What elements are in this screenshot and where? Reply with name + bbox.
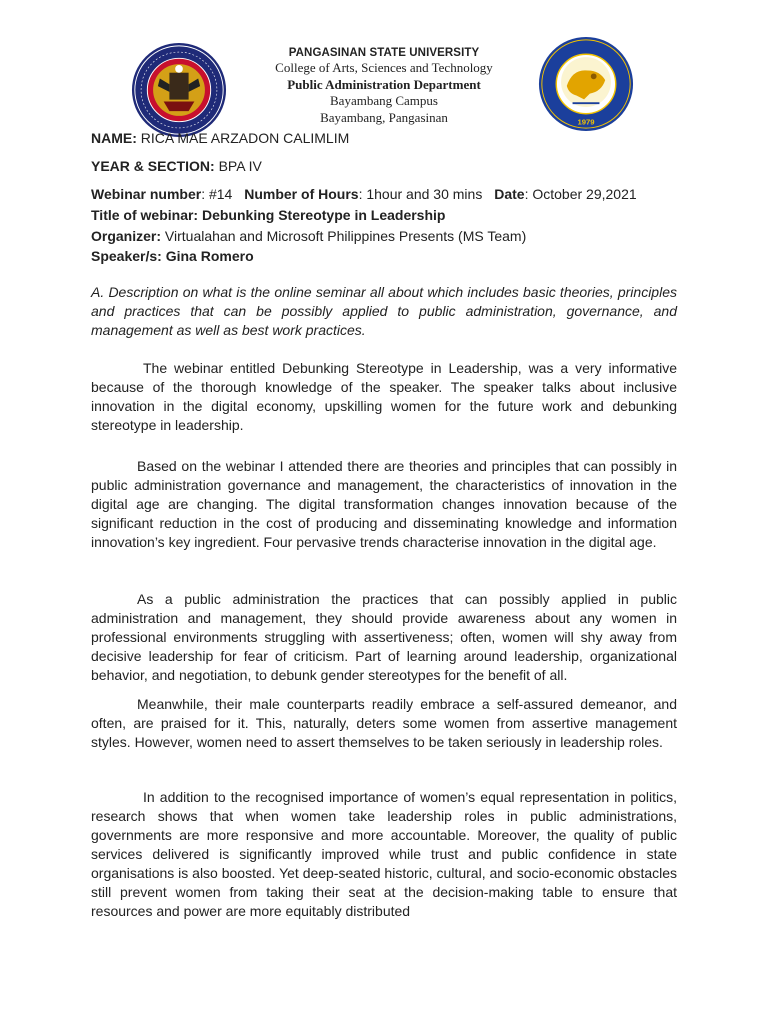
college-name: College of Arts, Sciences and Technology	[275, 60, 493, 75]
webinar-number-value: : #14	[201, 186, 233, 202]
seal-year: 1979	[577, 117, 595, 127]
webinar-title-line	[91, 206, 445, 224]
hours-label: Number of Hours	[244, 186, 359, 202]
department-name: Public Administration Department	[287, 76, 481, 92]
section-prompt: A. Description on what is the online seminar all about which includes basic theories, principles and practices that can be possibly applied to public administration, governance, and management as well as best work practices.	[91, 284, 677, 338]
paragraph-5: In addition to the recognised importance of women’s equal representation in politics, research shows that when women take leadership roles in public administrations, governments are more responsive and more accountable. Moreover, the quality of public services delivered is significantly improved while trust and public confidence in state organisations is also boosted. Yet deep-seated historic, cultural, and socio-economic obstacles still prevent women from taking their seat at the decision-making table to ensure that resources and power are more equitably distributed	[91, 789, 678, 919]
speaker-line	[91, 247, 254, 265]
name-label: NAME:	[91, 130, 137, 146]
year-section-line	[91, 157, 262, 175]
paragraph-1: The webinar entitled Debunking Stereotype in Leadership, was a very informative because of the thorough knowledge of the speaker. The speaker talks about inclusive innovation in the digital economy, upskilling women for the future work and debunking stereotype in leadership.	[91, 360, 677, 433]
paragraph-2: Based on the webinar I attended there are theories and principles that can possibly in public administration governance and management, the characteristics of innovation in the digital age are changing. The digital transformation changes innovation because of the significant reduction in the cost of producing and disseminating knowledge and information innovation’s key ingredient. Four pervasive trends characterise innovation in the digital age.	[91, 458, 677, 550]
paragraph-3: As a public administration the practices that can possibly applied in public administration and management, they should provide awareness about any women in professional environments struggling with assertiveness; often, women will shy away from decisive leadership for fear of criticism. Part of learning around leadership, organizational behavior, and negotiation, to debunk gender stereotypes for the benefit of all.	[91, 591, 677, 683]
campus-name: Bayambang Campus	[330, 93, 438, 108]
name-line	[91, 129, 349, 147]
webinar-title: Title of webinar: Debunking Stereotype in Leadership	[91, 207, 446, 223]
organizer-label: Organizer:	[91, 228, 162, 244]
date-value: : October 29,2021	[524, 186, 637, 202]
date-label: Date	[494, 186, 525, 202]
campus-location: Bayambang, Pangasinan	[320, 109, 448, 125]
webinar-number-label: Webinar number	[91, 186, 202, 202]
document-header	[180, 46, 588, 126]
webinar-details-line	[91, 185, 637, 203]
year-section-label: YEAR & SECTION:	[91, 158, 215, 174]
hours-value: : 1hour and 30 mins	[358, 186, 483, 202]
organizer-value: Virtualahan and Microsoft Philippines Presents (MS Team)	[164, 228, 527, 244]
university-name: PANGASINAN STATE UNIVERSITY	[288, 47, 480, 59]
year-section-value: BPA IV	[218, 158, 262, 174]
organizer-line	[91, 227, 526, 245]
speaker-label: Speaker/s:	[91, 248, 162, 264]
name-value: RICA MAE ARZADON CALIMLIM	[140, 130, 350, 146]
paragraph-4: Meanwhile, their male counterparts readily embrace a self-assured demeanor, and often, are praised for it. This, naturally, deters some women from assertive management styles. However, women need to assert themselves to be taken seriously in leadership roles.	[91, 696, 677, 750]
speaker-value: Gina Romero	[165, 248, 254, 264]
